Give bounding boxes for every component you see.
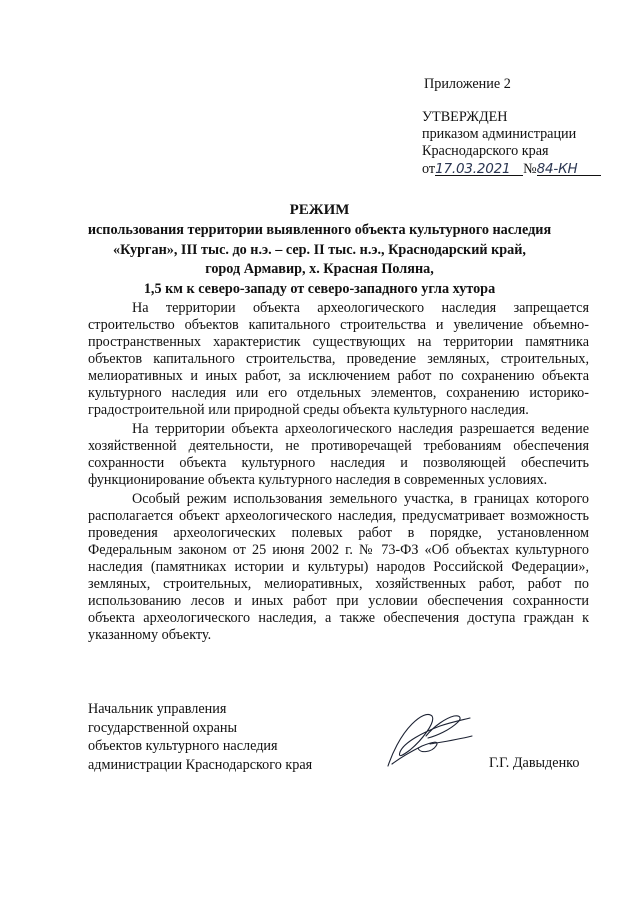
signatory-line: Начальник управления (88, 701, 227, 717)
number-field (537, 161, 601, 176)
signatory-line: администрации Краснодарского края (88, 756, 313, 773)
appendix-label: Приложение 2 (424, 76, 511, 92)
approval-region-line: Краснодарского края (422, 143, 549, 159)
body-paragraph: На территории объекта археологического наследия разрешается ведение хозяйственной деятельности, не противоречащей требованиям обеспечения сохранности объекта культурного наследия и позволяющей обеспечить функционирование объекта культурного наследия в современных условиях. (88, 421, 589, 488)
approval-date-number-line (422, 161, 622, 181)
handwritten-number: 84-КН (536, 161, 578, 177)
title-line: использования территории выявленного объекта культурного наследия (87, 222, 552, 239)
signatory-line: объектов культурного наследия (88, 738, 278, 754)
title-line: «Курган», III тыс. до н.э. – сер. II тыс. н.э., Краснодарский край, (113, 241, 526, 258)
signatory-line: государственной охраны (88, 719, 238, 736)
document-body (88, 300, 589, 646)
handwritten-date: 17.03.2021 (435, 161, 511, 177)
approval-order-line: приказом администрации (422, 126, 577, 142)
body-paragraph: На территории объекта археологического наследия запрещается строительство объектов капитального строительства и увеличение объемно-пространственных характеристик существующих на территории памятника объектов капитального строительства, проведение земляных, строительных, мелиоративных и иных работ, за исключением работ по сохранению объекта культурного наследия или его отдельных элементов, сохранению историко-градостроительной или природной среды объекта культурного наследия. (88, 300, 589, 418)
approval-stamp (422, 76, 622, 181)
title-line: 1,5 км к северо-западу от северо-западного угла хутора (143, 280, 496, 297)
handwritten-signature (370, 706, 480, 776)
body-paragraph: Особый режим использования земельного участка, в границах которого располагается объект археологического наследия, предусматривает возможность проведения археологических полевых работ в порядке, установленном Федеральным законом от 25 июня 2002 г. № 73-ФЗ «Об объектах культурного наследия (памятниках истории и культуры) народов Российской Федерации», земляных, строительных, мелиоративных, хозяйственных работ, работ по использованию лесов и иных работ при условии обеспечения сохранности объекта археологического наследия, а также обеспечения доступа граждан к указанному объекту. (88, 491, 589, 643)
number-prefix: № (523, 161, 537, 177)
approved-heading: УТВЕРЖДЕН (422, 109, 508, 125)
date-field (435, 161, 523, 176)
title-heading: РЕЖИМ (289, 202, 350, 218)
date-prefix: от (422, 161, 436, 177)
signatory-name: Г.Г. Давыденко (489, 755, 580, 771)
title-line: город Армавир, х. Красная Поляна, (205, 261, 434, 278)
document-title (0, 201, 639, 299)
